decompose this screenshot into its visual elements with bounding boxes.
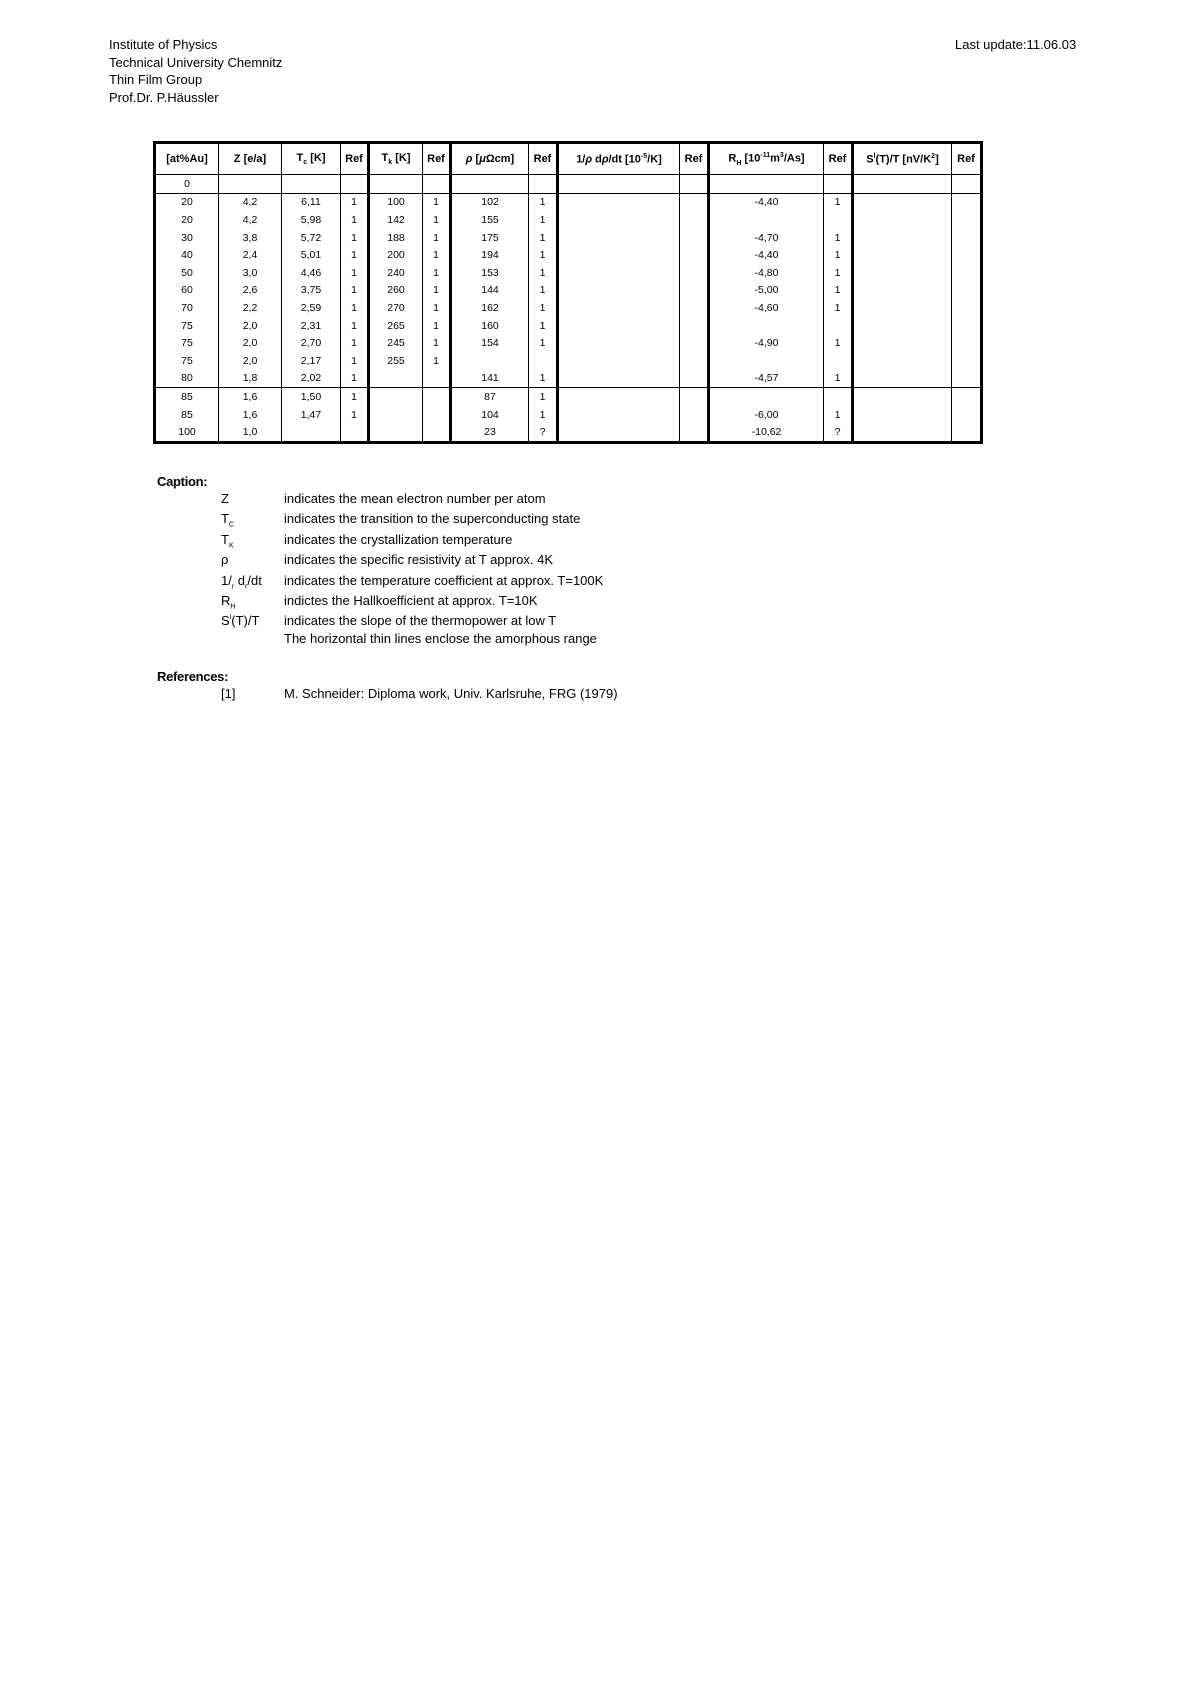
table-cell: [709, 317, 824, 335]
caption-symbol: Z: [221, 491, 229, 506]
caption-desc: indicates the mean electron number per atom: [284, 491, 546, 506]
table-cell: -4,57: [709, 370, 824, 388]
table-cell: 1: [824, 334, 853, 352]
table-cell: 1,47: [282, 406, 341, 424]
table-cell: [853, 388, 952, 406]
col-header: Z [e/a]: [219, 143, 282, 175]
table-cell: 1: [341, 317, 369, 335]
table-cell: ?: [824, 423, 853, 442]
table-cell: 5,98: [282, 211, 341, 229]
caption-desc: indictes the Hallkoefficient at approx. T=10K: [284, 592, 538, 608]
table-cell: 1: [423, 211, 451, 229]
table-cell: 141: [451, 370, 529, 388]
table-cell: 162: [451, 299, 529, 317]
caption-desc: indicates the slope of the thermopower at low T: [284, 613, 557, 629]
table-cell: [680, 175, 709, 194]
table-cell: [451, 352, 529, 370]
table-cell: 1: [824, 282, 853, 300]
col-header: Ref: [529, 143, 558, 175]
table-cell: 1: [529, 282, 558, 300]
table-cell: 1: [423, 264, 451, 282]
table-cell: [529, 352, 558, 370]
table-cell: 1: [341, 299, 369, 317]
table-cell: 1: [529, 264, 558, 282]
table-cell: [952, 264, 982, 282]
table-cell: [423, 406, 451, 424]
table-cell: [558, 423, 680, 442]
table-cell: [853, 211, 952, 229]
table-cell: [423, 370, 451, 388]
table-cell: 1: [341, 193, 369, 211]
table-cell: [709, 211, 824, 229]
table-cell: 1: [529, 334, 558, 352]
table-cell: 1: [423, 334, 451, 352]
table-cell: [558, 388, 680, 406]
table-cell: 1,6: [219, 388, 282, 406]
table-cell: 2,2: [219, 299, 282, 317]
table-row: [155, 299, 982, 317]
table-cell: 1: [824, 370, 853, 388]
table-cell: 5,01: [282, 246, 341, 264]
table-cell: [680, 370, 709, 388]
table-cell: 270: [369, 299, 423, 317]
table-cell: [709, 352, 824, 370]
table-cell: [952, 388, 982, 406]
table-row: [155, 264, 982, 282]
table-cell: 2,70: [282, 334, 341, 352]
table-cell: 102: [451, 193, 529, 211]
table-cell: 1: [529, 388, 558, 406]
table-cell: [341, 175, 369, 194]
table-cell: 75: [155, 352, 219, 370]
table-cell: 1: [341, 406, 369, 424]
table-cell: 40: [155, 246, 219, 264]
table-cell: [952, 175, 982, 194]
table-cell: 1: [341, 352, 369, 370]
table-cell: 194: [451, 246, 529, 264]
table-cell: -4,40: [709, 246, 824, 264]
table-cell: 1: [423, 299, 451, 317]
table-cell: [853, 317, 952, 335]
table-cell: 20: [155, 193, 219, 211]
table-cell: 240: [369, 264, 423, 282]
table-row: [155, 352, 982, 370]
table-cell: [282, 423, 341, 442]
col-header: ρ [μΩcm]: [451, 143, 529, 175]
table-cell: 1: [529, 193, 558, 211]
header-line: Thin Film Group: [109, 72, 203, 87]
table-cell: 1: [341, 282, 369, 300]
table-cell: 1: [529, 370, 558, 388]
table-cell: [558, 246, 680, 264]
table-row: [155, 229, 982, 247]
table-cell: [369, 175, 423, 194]
table-cell: 153: [451, 264, 529, 282]
table-cell: [451, 175, 529, 194]
table-cell: 1: [423, 282, 451, 300]
table-row: [155, 175, 982, 194]
caption-symbol: $R_H$: [221, 592, 236, 611]
table-cell: ?: [529, 423, 558, 442]
table-cell: 1: [824, 299, 853, 317]
data-table: [153, 141, 983, 444]
table-cell: 200: [369, 246, 423, 264]
table-cell: [680, 193, 709, 211]
table-cell: 85: [155, 406, 219, 424]
table-cell: 3,8: [219, 229, 282, 247]
table-cell: 6,11: [282, 193, 341, 211]
table-cell: [369, 370, 423, 388]
table-cell: 1: [824, 193, 853, 211]
table-cell: 0: [155, 175, 219, 194]
table-cell: [680, 229, 709, 247]
reference-text: M. Schneider: Diploma work, Univ. Karlsruhe, FRG (1979): [284, 686, 618, 701]
table-cell: [853, 229, 952, 247]
table-cell: [853, 334, 952, 352]
table-cell: [558, 282, 680, 300]
table-cell: 1,0: [219, 423, 282, 442]
table-cell: -10,62: [709, 423, 824, 442]
table-cell: 260: [369, 282, 423, 300]
caption-desc: indicates the crystallization temperature: [284, 531, 513, 547]
table-cell: [853, 299, 952, 317]
table-cell: [558, 193, 680, 211]
table-cell: 1: [529, 406, 558, 424]
caption-symbol: $T_C$: [221, 511, 235, 529]
table-cell: 155: [451, 211, 529, 229]
table-cell: [952, 282, 982, 300]
table-cell: [853, 246, 952, 264]
caption-desc: The horizontal thin lines enclose the amorphous range: [284, 631, 597, 647]
table-cell: [423, 423, 451, 442]
table-cell: 23: [451, 423, 529, 442]
table-cell: 188: [369, 229, 423, 247]
table-row: [155, 211, 982, 229]
table-cell: [952, 246, 982, 264]
table-cell: [853, 370, 952, 388]
table-cell: 1: [529, 317, 558, 335]
table-cell: [680, 423, 709, 442]
table-cell: 2,17: [282, 352, 341, 370]
table-cell: 1: [824, 406, 853, 424]
table-cell: [680, 406, 709, 424]
table-cell: [282, 175, 341, 194]
table-cell: [423, 175, 451, 194]
table-cell: [824, 317, 853, 335]
table-cell: [824, 388, 853, 406]
table-cell: [952, 352, 982, 370]
table-cell: 80: [155, 370, 219, 388]
col-header: 1/ρ dρ/dt $[10^{-5}/K]$: [558, 143, 680, 175]
table-cell: -4,60: [709, 299, 824, 317]
table-cell: [529, 175, 558, 194]
table-cell: 2,0: [219, 334, 282, 352]
institution-header: [109, 36, 282, 106]
table-cell: 4,2: [219, 211, 282, 229]
table-cell: 2,59: [282, 299, 341, 317]
table-cell: [680, 317, 709, 335]
table-cell: 2,0: [219, 317, 282, 335]
table-cell: 60: [155, 282, 219, 300]
table-cell: 4,2: [219, 193, 282, 211]
table-cell: 100: [369, 193, 423, 211]
table-cell: [853, 282, 952, 300]
table-body: [155, 175, 982, 443]
table-cell: [952, 334, 982, 352]
table-row: [155, 334, 982, 352]
header-line: Technical University Chemnitz: [109, 54, 283, 70]
table-cell: 255: [369, 352, 423, 370]
table-cell: 3,0: [219, 264, 282, 282]
table-cell: [558, 175, 680, 194]
table-cell: 1: [341, 211, 369, 229]
table-cell: 1: [341, 264, 369, 282]
table-cell: 1: [824, 264, 853, 282]
table-row: [155, 388, 982, 406]
table-cell: 1,6: [219, 406, 282, 424]
table-cell: [824, 352, 853, 370]
table-cell: [680, 352, 709, 370]
table-cell: 75: [155, 334, 219, 352]
table-cell: 2,4: [219, 246, 282, 264]
col-header: Ref: [824, 143, 853, 175]
table-cell: [680, 246, 709, 264]
table-cell: 75: [155, 317, 219, 335]
table-cell: [853, 264, 952, 282]
table-cell: 50: [155, 264, 219, 282]
table-cell: 85: [155, 388, 219, 406]
col-header: $R_H$ $[10^{-11}m^3/As]$: [709, 143, 824, 175]
table-cell: [369, 388, 423, 406]
col-header: $T_k$ [K]: [369, 143, 423, 175]
table-cell: 144: [451, 282, 529, 300]
col-header: Ref: [341, 143, 369, 175]
table-cell: 1: [529, 211, 558, 229]
table-cell: 175: [451, 229, 529, 247]
table-cell: -6,00: [709, 406, 824, 424]
table-cell: 104: [451, 406, 529, 424]
col-header: $S^l(T)/T$ $[nV/K^2]$: [853, 143, 952, 175]
table-cell: 4,46: [282, 264, 341, 282]
table-row: [155, 246, 982, 264]
table-cell: [558, 406, 680, 424]
table-cell: 2,6: [219, 282, 282, 300]
caption-desc: indicates the temperature coefficient at approx. T=100K: [284, 572, 604, 588]
caption-desc: indicates the transition to the superconducting state: [284, 511, 581, 527]
table-cell: [853, 406, 952, 424]
table-cell: -4,70: [709, 229, 824, 247]
caption-symbol: $S^l(T)/T$: [221, 613, 260, 629]
table-cell: [952, 211, 982, 229]
table-cell: [558, 229, 680, 247]
table-cell: [680, 388, 709, 406]
table-cell: 1: [341, 246, 369, 264]
table-cell: [558, 299, 680, 317]
header-line: Prof.Dr. P.Häussler: [109, 89, 219, 105]
caption-symbol: $1/_r$ $d_r/dt$: [221, 572, 262, 591]
caption-desc: indicates the specific resistivity at T approx. 4K: [284, 552, 554, 568]
table-cell: [853, 423, 952, 442]
table-cell: [680, 334, 709, 352]
table-cell: 100: [155, 423, 219, 442]
table-cell: 1: [529, 229, 558, 247]
table-cell: -4,80: [709, 264, 824, 282]
table-cell: 20: [155, 211, 219, 229]
table-cell: -5,00: [709, 282, 824, 300]
table-cell: 265: [369, 317, 423, 335]
table-cell: [369, 423, 423, 442]
col-header: Ref: [952, 143, 982, 175]
table-cell: 87: [451, 388, 529, 406]
table-cell: 1: [341, 370, 369, 388]
table-cell: [558, 264, 680, 282]
table-cell: 142: [369, 211, 423, 229]
table-cell: [824, 175, 853, 194]
table-cell: 1: [824, 229, 853, 247]
table-row: [155, 282, 982, 300]
table-cell: [558, 211, 680, 229]
table-cell: -4,90: [709, 334, 824, 352]
table-row: [155, 193, 982, 211]
col-header: [at%Au]: [155, 143, 219, 175]
table-cell: 1: [529, 299, 558, 317]
table-cell: [558, 317, 680, 335]
table-cell: 2,31: [282, 317, 341, 335]
table-cell: 1: [423, 317, 451, 335]
table-cell: 154: [451, 334, 529, 352]
table-cell: [423, 388, 451, 406]
table-cell: [952, 406, 982, 424]
table-cell: [709, 388, 824, 406]
table-cell: 3,75: [282, 282, 341, 300]
table-cell: 1: [423, 193, 451, 211]
table-cell: [952, 229, 982, 247]
table-header-row: [155, 143, 982, 175]
table-row: [155, 423, 982, 442]
table-cell: -4,40: [709, 193, 824, 211]
table-cell: 1: [341, 388, 369, 406]
table-cell: [952, 317, 982, 335]
table-cell: 1: [341, 334, 369, 352]
table-cell: [853, 193, 952, 211]
table-cell: [824, 211, 853, 229]
table-cell: [219, 175, 282, 194]
table-cell: 5,72: [282, 229, 341, 247]
table-cell: 70: [155, 299, 219, 317]
reference-number: [1]: [221, 686, 236, 701]
table-cell: [680, 299, 709, 317]
table-cell: 160: [451, 317, 529, 335]
header-line: Institute of Physics: [109, 37, 218, 52]
caption-symbol: $T_K$: [221, 531, 234, 550]
table-cell: 2,02: [282, 370, 341, 388]
table-row: [155, 317, 982, 335]
table-cell: 1: [529, 246, 558, 264]
caption-title: Caption:: [157, 474, 208, 489]
table-cell: [709, 175, 824, 194]
table-cell: 1: [423, 352, 451, 370]
table-cell: [558, 334, 680, 352]
col-header: $T_c$ [K]: [282, 143, 341, 175]
table-cell: 1: [423, 229, 451, 247]
table-cell: 30: [155, 229, 219, 247]
table-cell: 1: [423, 246, 451, 264]
table-cell: [680, 264, 709, 282]
table-cell: [558, 352, 680, 370]
table-cell: 1,50: [282, 388, 341, 406]
table-cell: 1: [824, 246, 853, 264]
col-header: Ref: [423, 143, 451, 175]
table-cell: [369, 406, 423, 424]
table-cell: 245: [369, 334, 423, 352]
table-cell: [952, 423, 982, 442]
table-cell: [853, 352, 952, 370]
table-cell: [680, 282, 709, 300]
table-cell: 2,0: [219, 352, 282, 370]
table-cell: [680, 211, 709, 229]
table-cell: [952, 193, 982, 211]
table-cell: [853, 175, 952, 194]
table-cell: 1,8: [219, 370, 282, 388]
references-title: References:: [157, 669, 229, 684]
table-cell: 1: [341, 229, 369, 247]
last-update: Last update:11.06.03: [955, 37, 1077, 52]
table-cell: [558, 370, 680, 388]
table-cell: [341, 423, 369, 442]
table-cell: [952, 299, 982, 317]
table-row: [155, 406, 982, 424]
caption-symbol: ρ: [221, 552, 229, 568]
col-header: Ref: [680, 143, 709, 175]
table-row: [155, 370, 982, 388]
table-cell: [952, 370, 982, 388]
